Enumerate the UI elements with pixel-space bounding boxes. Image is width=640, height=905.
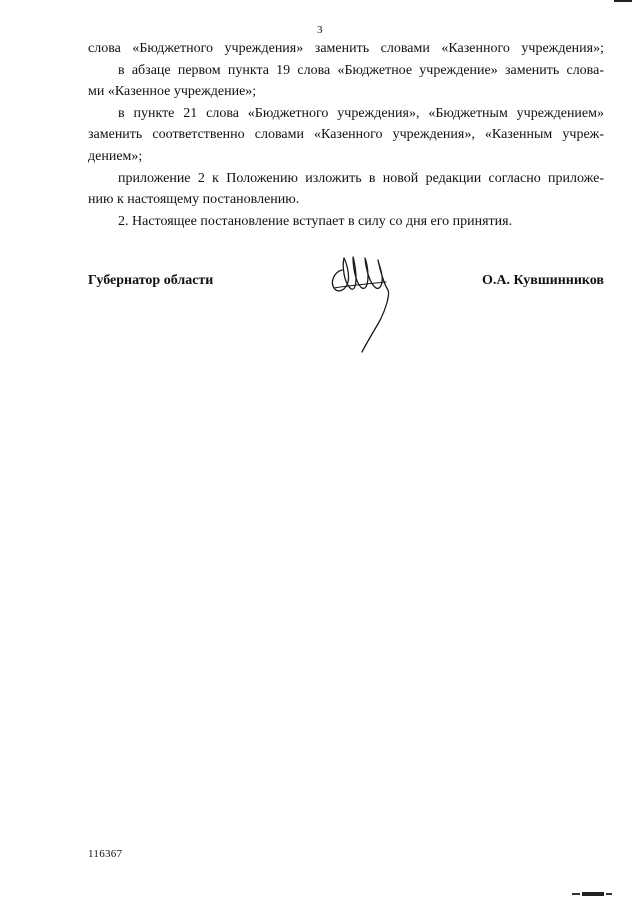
- text-line-6: дением»;: [88, 148, 143, 164]
- text-line-4: в пункте 21 слова «Бюджетного учреждения», «Бюджетным учреждением»: [118, 105, 604, 121]
- text-line-5: заменить соответственно словами «Казенного учреждения», «Казенным учреж-: [88, 127, 604, 143]
- page-number: 3: [317, 24, 323, 36]
- text-line-2: в абзаце первом пункта 19 слова «Бюджетное учреждение» заменить слова-: [118, 62, 604, 78]
- top-edge-mark: [614, 0, 632, 2]
- document-body: [88, 38, 604, 232]
- handwritten-signature: [326, 248, 400, 358]
- bottom-edge-mark: [572, 891, 614, 897]
- text-line-9: 2. Настоящее постановление вступает в силу со дня его принятия.: [118, 213, 513, 229]
- document-code: 116367: [88, 848, 123, 860]
- text-line-3: ми «Казенное учреждение»;: [88, 84, 257, 100]
- text-line-1: слова «Бюджетного учреждения» заменить словами «Казенного учреждения»;: [88, 41, 604, 56]
- signer-title: Губернатор области: [88, 273, 214, 288]
- text-line-7: приложение 2 к Положению изложить в новой редакции согласно приложе-: [118, 170, 604, 186]
- signer-name: О.А. Кувшинников: [481, 273, 604, 288]
- text-line-8: нию к настоящему постановлению.: [88, 192, 300, 208]
